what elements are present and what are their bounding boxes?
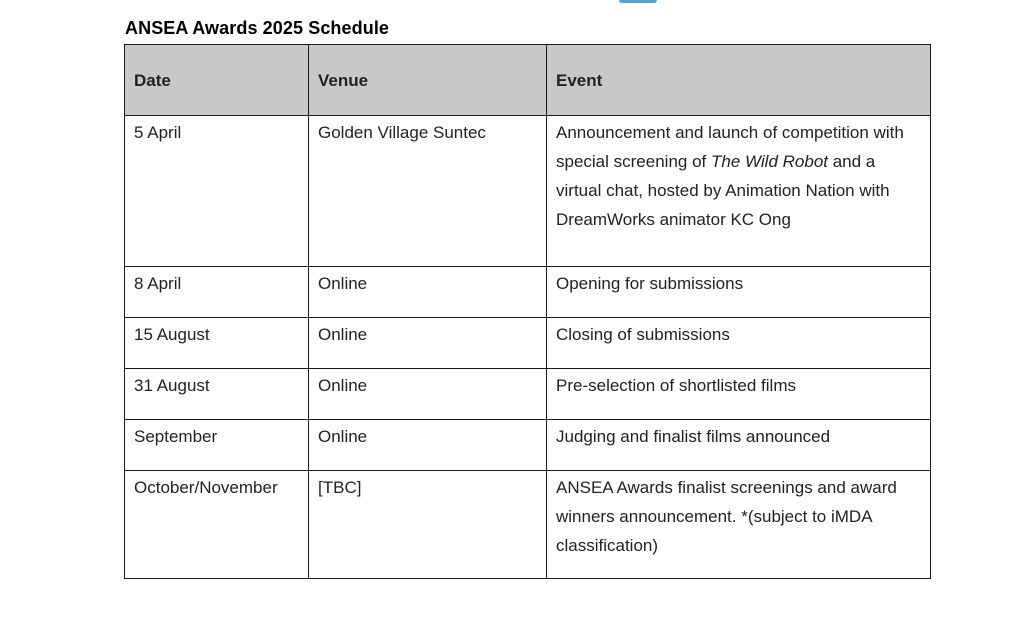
cell-date: 15 August (125, 318, 309, 369)
header-event: Event (547, 45, 931, 116)
cell-date: October/November (125, 471, 309, 579)
table-row (125, 318, 931, 369)
cell-venue: Golden Village Suntec (309, 116, 547, 267)
cell-event: Closing of submissions (547, 318, 931, 369)
cell-venue: Online (309, 318, 547, 369)
cell-event: Opening for submissions (547, 267, 931, 318)
table-row (125, 471, 931, 579)
film-title: The Wild Robot (710, 152, 828, 171)
event-text: and a virtual chat, hosted by Animation Nation with DreamWorks animator KC Ong (556, 152, 890, 229)
cell-venue: Online (309, 420, 547, 471)
cell-date: September (125, 420, 309, 471)
cell-event: Judging and finalist films announced (547, 420, 931, 471)
cell-date: 31 August (125, 369, 309, 420)
document-title: ANSEA Awards 2025 Schedule (125, 18, 390, 38)
table-row (125, 369, 931, 420)
top-tab-indicator (619, 0, 657, 3)
table-row (125, 267, 931, 318)
table-header-row (125, 45, 931, 116)
cell-event: ANSEA Awards finalist screenings and award winners announcement. *(subject to iMDA classification) (547, 471, 931, 579)
header-date: Date (125, 45, 309, 116)
cell-date: 5 April (125, 116, 309, 267)
cell-date: 8 April (125, 267, 309, 318)
table-row (125, 116, 931, 267)
cell-event (547, 116, 931, 267)
cell-venue: Online (309, 267, 547, 318)
cell-event: Pre-selection of shortlisted films (547, 369, 931, 420)
cell-venue: [TBC] (309, 471, 547, 579)
event-text: Announcement and launch of competition with special screening of (556, 123, 904, 171)
header-venue: Venue (309, 45, 547, 116)
table-row (125, 420, 931, 471)
cell-venue: Online (309, 369, 547, 420)
schedule-table (124, 44, 931, 579)
